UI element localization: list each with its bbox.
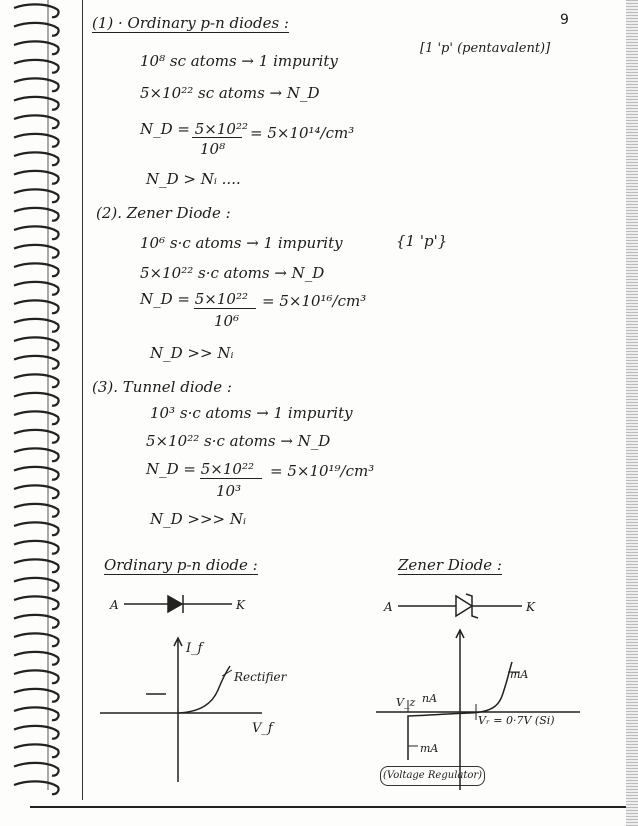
sec3-eq-den: 10³ xyxy=(216,482,242,500)
sec2-eq-lhs: N_D = 5×10²² xyxy=(140,290,248,308)
fig1-iv-curve xyxy=(178,666,230,713)
fig2-ma-bottom: mA xyxy=(420,742,439,755)
fig1-curve-label: Rectifier xyxy=(234,670,287,684)
fig2-title: Zener Diode : xyxy=(398,556,502,574)
sec1-line4: N_D > Nᵢ .... xyxy=(146,170,241,188)
fig2-cathode: K xyxy=(526,600,535,614)
sec2-eq-rhs: = 5×10¹⁶/cm³ xyxy=(262,292,367,310)
sec2-line1: 10⁶ s·c atoms → 1 impurity xyxy=(140,234,343,252)
sec3-eq-lhs: N_D = 5×10²² xyxy=(146,460,254,478)
sec3-line2: 5×10²² s·c atoms → N_D xyxy=(146,432,331,450)
fig1-title: Ordinary p-n diode : xyxy=(104,556,258,574)
fig1-diode-symbol xyxy=(124,595,232,613)
fig2-diode-symbol xyxy=(398,594,522,618)
sec1-line1: 10⁸ sc atoms → 1 impurity xyxy=(140,52,338,70)
sec2-note: {1 'p'} xyxy=(396,232,448,250)
page-number: 9 xyxy=(560,12,569,28)
sec3-line1: 10³ s·c atoms → 1 impurity xyxy=(150,404,353,422)
sec3-line4: N_D >>> Nᵢ xyxy=(150,510,247,528)
fig2-na-label: nA xyxy=(422,692,438,705)
sec2-line4: N_D >> Nᵢ xyxy=(150,344,234,362)
fig1-x-label: V_f xyxy=(252,721,273,736)
fig1-anode: A xyxy=(110,598,119,612)
fig2-vr-label: Vᵣ = 0·7V (Si) xyxy=(478,714,555,727)
sec3-eq-rhs: = 5×10¹⁹/cm³ xyxy=(270,462,375,480)
sec1-line2: 5×10²² sc atoms → N_D xyxy=(140,84,320,102)
fig1-axes xyxy=(100,638,262,782)
fig1-y-label: I_f xyxy=(186,641,203,656)
sec1-note: [1 'p' (pentavalent)] xyxy=(420,41,551,56)
sec1-eq-den: 10⁸ xyxy=(200,140,226,158)
sec2-line2: 5×10²² s·c atoms → N_D xyxy=(140,264,325,282)
sec3-heading: (3). Tunnel diode : xyxy=(92,378,232,396)
sec2-heading: (2). Zener Diode : xyxy=(96,204,231,222)
fig2-vz-label: V_z xyxy=(396,696,416,709)
fig2-ma-top: mA xyxy=(510,668,529,681)
sec1-heading: (1) · Ordinary p-n diodes : xyxy=(92,14,289,32)
sec1-eq-rhs: = 5×10¹⁴/cm³ xyxy=(250,124,355,142)
fig2-axes xyxy=(376,630,580,790)
fig2-anode: A xyxy=(384,600,393,614)
fig2-caption: (Voltage Regulator) xyxy=(380,766,485,786)
fig1-cathode: K xyxy=(236,598,245,612)
sec2-eq-den: 10⁶ xyxy=(214,312,240,330)
sec1-eq-lhs: N_D = 5×10²² xyxy=(140,120,248,138)
